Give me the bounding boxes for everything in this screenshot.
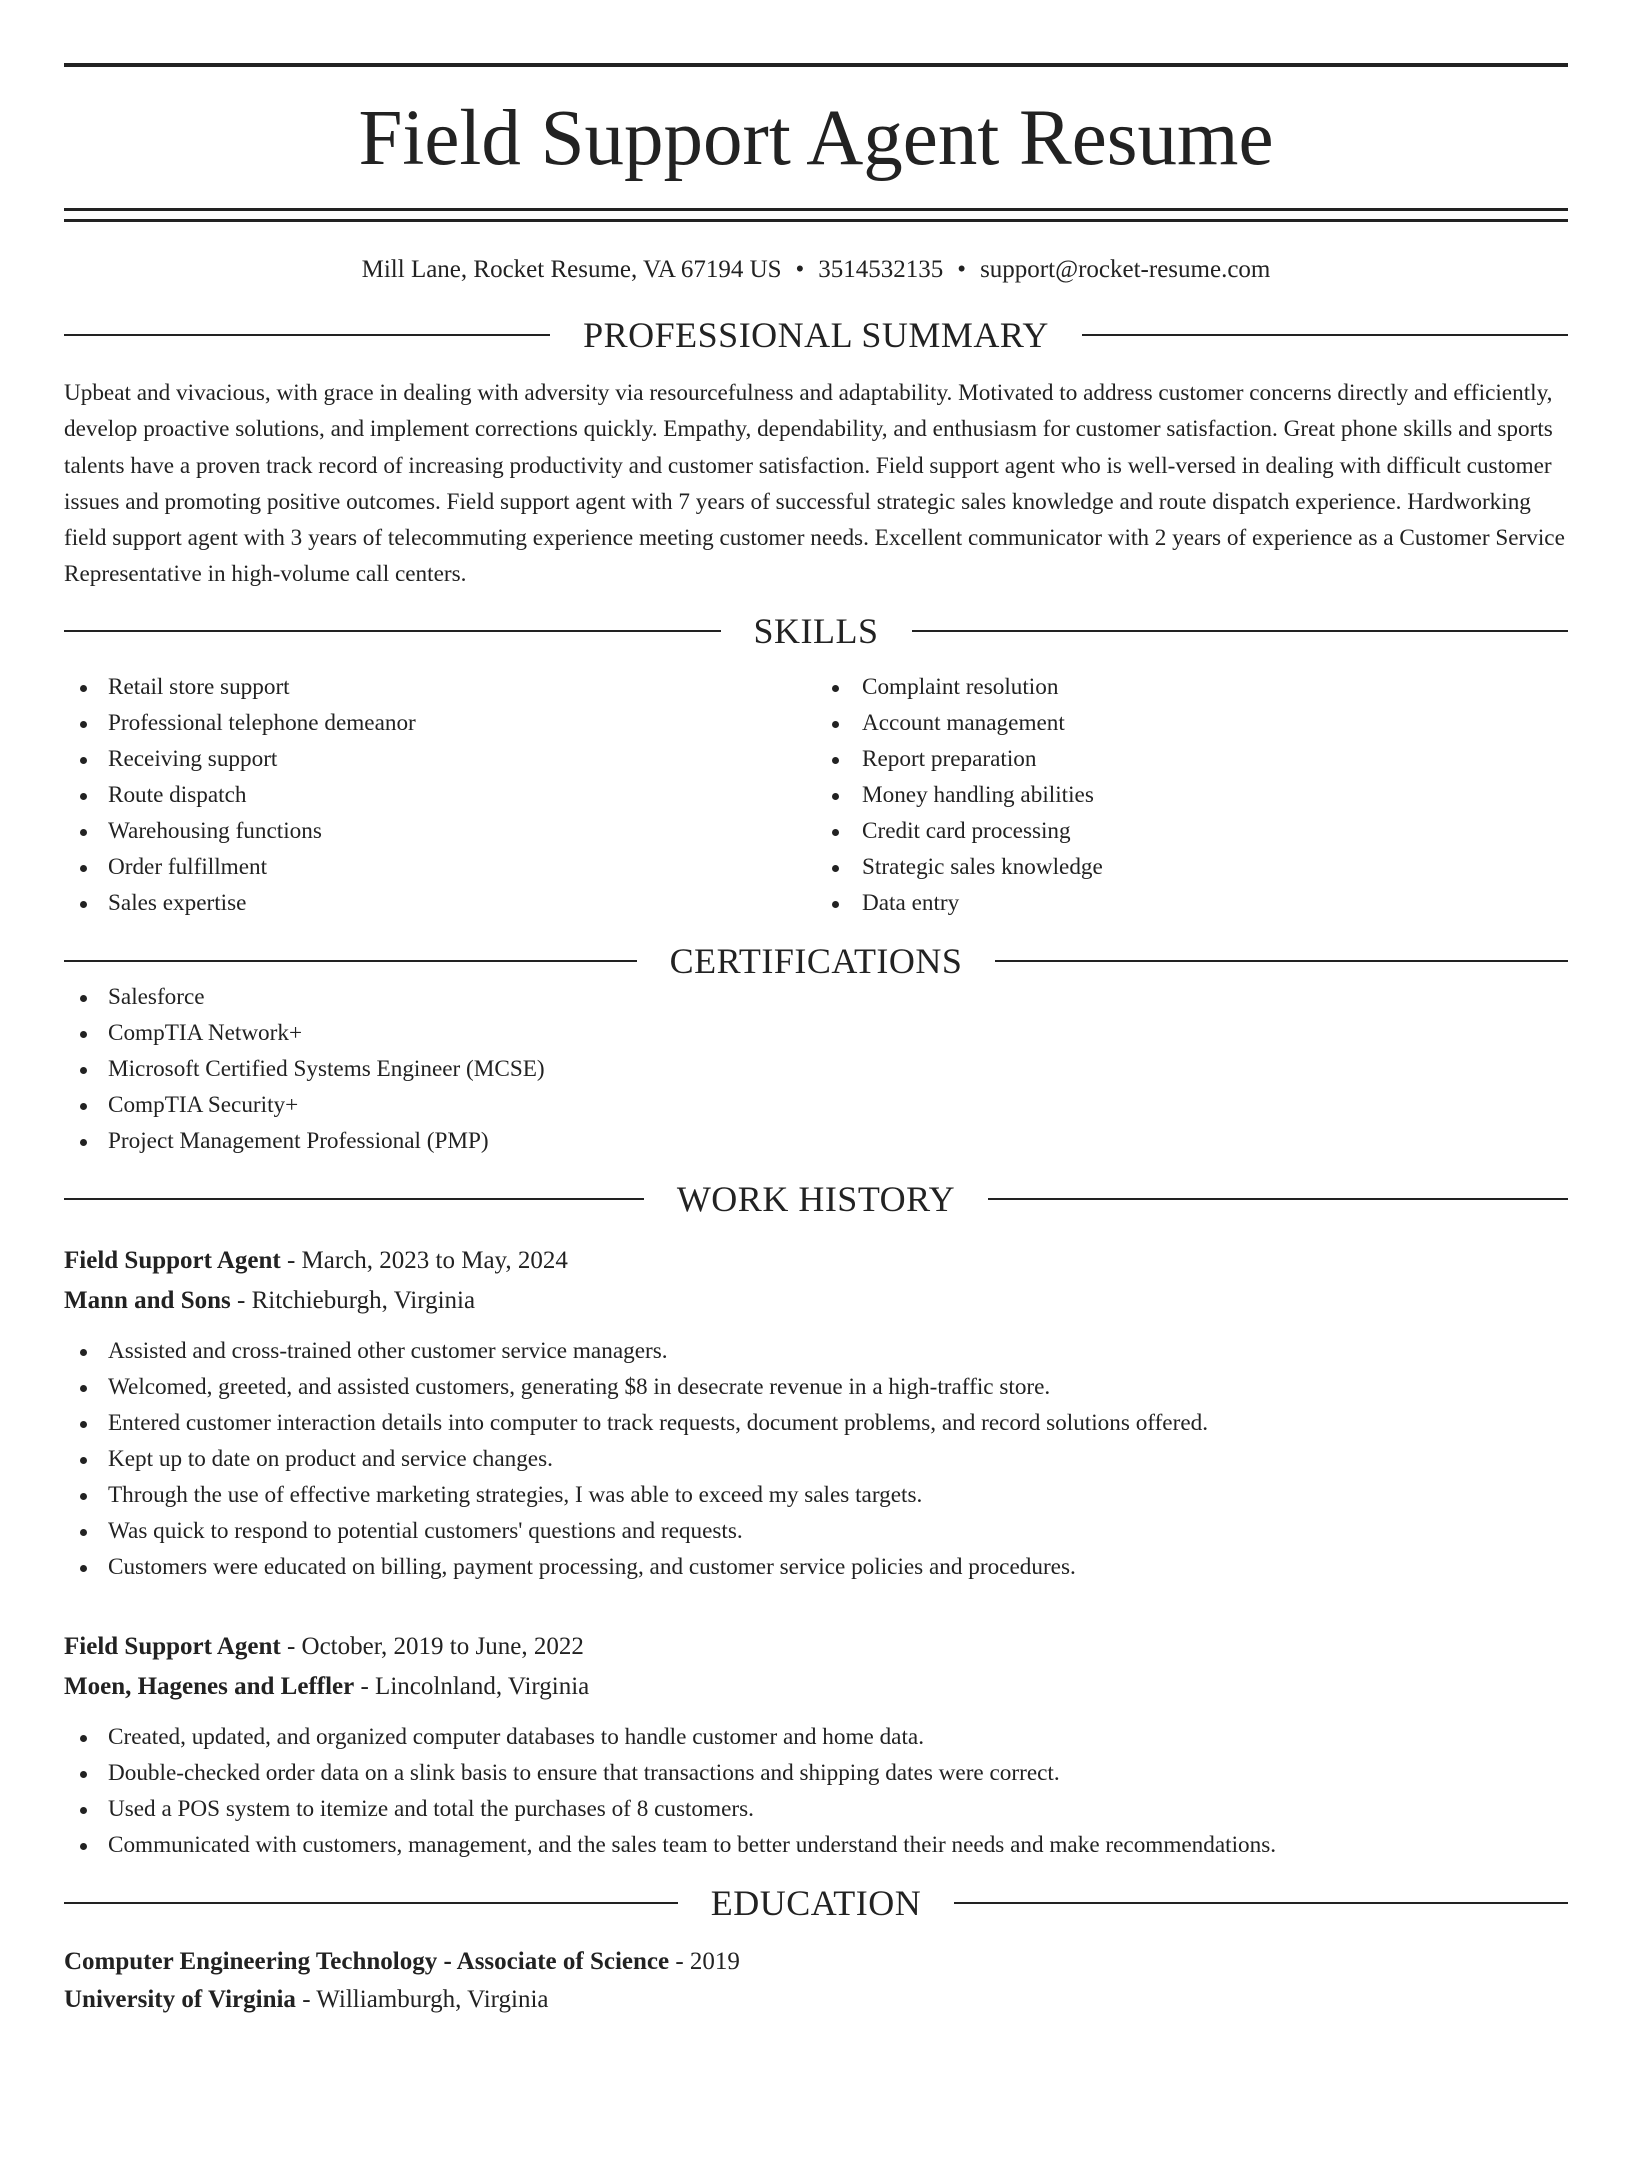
title-double-rule (64, 208, 1568, 222)
section-heading-education (64, 1882, 1568, 1923)
education-school: University of Virginia (64, 1985, 296, 2013)
list-item: Entered customer interaction details into computer to track requests, document problems, and record solutions offered. (64, 1405, 1568, 1441)
list-item: Salesforce (64, 979, 1568, 1015)
contact-email[interactable]: support@rocket-resume.com (980, 256, 1271, 283)
job-title-line (64, 1627, 1568, 1667)
list-item: Data entry (816, 885, 1568, 921)
job-location: - Lincolnland, Virginia (354, 1672, 590, 1700)
skills-column-right (816, 669, 1568, 921)
section-title: EDUCATION (710, 1882, 922, 1923)
heading-rule-right (995, 960, 1568, 962)
contact-line (64, 256, 1568, 284)
contact-separator: • (795, 256, 805, 283)
heading-rule-left (64, 1902, 678, 1904)
list-item: Report preparation (816, 741, 1568, 777)
heading-rule-left (64, 630, 721, 632)
job-entry (64, 1627, 1568, 1863)
education-school-line (64, 1981, 1568, 2019)
list-item: Complaint resolution (816, 669, 1568, 705)
section-heading-work-history (64, 1178, 1568, 1219)
section-title: PROFESSIONAL SUMMARY (583, 315, 1049, 355)
job-company: Moen, Hagenes and Leffler (64, 1672, 355, 1700)
list-item: Account management (816, 705, 1568, 741)
job-dates: - October, 2019 to June, 2022 (280, 1632, 584, 1660)
list-item: Microsoft Certified Systems Engineer (MCSE) (64, 1051, 1568, 1087)
list-item: Communicated with customers, management, and the sales team to better understand their needs and make recommendations. (64, 1827, 1568, 1863)
certifications-list (64, 979, 1568, 1159)
contact-separator: • (957, 256, 967, 283)
job-location: - Ritchieburgh, Virginia (230, 1286, 476, 1314)
section-title: SKILLS (753, 610, 879, 651)
section-heading-certifications (64, 940, 1568, 981)
job-company-line (64, 1667, 1568, 1707)
skills-list (64, 669, 1568, 921)
education-degree: Computer Engineering Technology - Associate of Science (64, 1947, 670, 1975)
job-role: Field Support Agent (64, 1632, 281, 1660)
job-company: Mann and Sons (64, 1286, 231, 1314)
list-item: CompTIA Security+ (64, 1087, 1568, 1123)
list-item: Receiving support (64, 741, 816, 777)
section-heading-skills (64, 610, 1568, 651)
section-title: WORK HISTORY (676, 1178, 956, 1219)
job-title-line (64, 1241, 1568, 1281)
education-degree-line (64, 1943, 1568, 1981)
list-item: CompTIA Network+ (64, 1015, 1568, 1051)
list-item: Strategic sales knowledge (816, 849, 1568, 885)
job-company-line (64, 1281, 1568, 1321)
list-item: Route dispatch (64, 777, 816, 813)
list-item: Money handling abilities (816, 777, 1568, 813)
list-item: Project Management Professional (PMP) (64, 1123, 1568, 1159)
heading-rule-left (64, 334, 550, 336)
section-heading-summary (64, 317, 1568, 353)
job-bullets (64, 1719, 1568, 1863)
heading-rule-right (1082, 334, 1568, 336)
section-title: CERTIFICATIONS (669, 940, 963, 981)
list-item: Used a POS system to itemize and total the purchases of 8 customers. (64, 1791, 1568, 1827)
heading-rule-left (64, 1198, 644, 1200)
list-item: Welcomed, greeted, and assisted customers, generating $8 in desecrate revenue in a high-traffic store. (64, 1369, 1568, 1405)
list-item: Retail store support (64, 669, 816, 705)
heading-rule-left (64, 960, 637, 962)
heading-rule-right (912, 630, 1569, 632)
job-entry (64, 1241, 1568, 1585)
resume-page (0, 63, 1632, 2019)
list-item: Double-checked order data on a slink basis to ensure that transactions and shipping dates were correct. (64, 1755, 1568, 1791)
education-entry (64, 1943, 1568, 2019)
list-item: Created, updated, and organized computer databases to handle customer and home data. (64, 1719, 1568, 1755)
list-item: Credit card processing (816, 813, 1568, 849)
list-item: Customers were educated on billing, payment processing, and customer service policies and procedures. (64, 1549, 1568, 1585)
top-rule (64, 63, 1568, 67)
job-role: Field Support Agent (64, 1246, 281, 1274)
resume-title: Field Support Agent Resume (358, 95, 1274, 182)
skills-column-left (64, 669, 816, 921)
list-item: Kept up to date on product and service changes. (64, 1441, 1568, 1477)
education-location: - Williamburgh, Virginia (295, 1985, 549, 2013)
list-item: Was quick to respond to potential customers' questions and requests. (64, 1513, 1568, 1549)
list-item: Assisted and cross-trained other customer service managers. (64, 1333, 1568, 1369)
list-item: Order fulfillment (64, 849, 816, 885)
list-item: Through the use of effective marketing strategies, I was able to exceed my sales targets. (64, 1477, 1568, 1513)
skills-right-list (816, 669, 1568, 921)
job-bullets (64, 1333, 1568, 1585)
heading-rule-right (954, 1902, 1568, 1904)
contact-phone[interactable]: 3514532135 (818, 256, 944, 283)
contact-address: Mill Lane, Rocket Resume, VA 67194 US (361, 256, 782, 283)
list-item: Sales expertise (64, 885, 816, 921)
list-item: Professional telephone demeanor (64, 705, 816, 741)
heading-rule-right (988, 1198, 1568, 1200)
list-item: Warehousing functions (64, 813, 816, 849)
job-dates: - March, 2023 to May, 2024 (280, 1246, 568, 1274)
summary-paragraph: Upbeat and vivacious, with grace in dealing with adversity via resourcefulness and adaptability. Motivated to address customer concerns directly and efficiently, develop proactive solutions, and implement corrections quickly. Empathy, dependability, and enthusiasm for customer satisfaction. Great phone skills and sports talents have a proven track record of increasing productivity and customer satisfaction. Field support agent who is well-versed in dealing with difficult customer issues and promoting positive outcomes. Field support agent with 7 years of successful strategic sales knowledge and route dispatch experience. Hardworking field support agent with 3 years of telecommuting experience meeting customer needs. Excellent communicator with 2 years of experience as a Customer Service Representative in high-volume call centers. (64, 380, 1565, 588)
education-year: - 2019 (669, 1947, 740, 1975)
skills-left-list (64, 669, 816, 921)
